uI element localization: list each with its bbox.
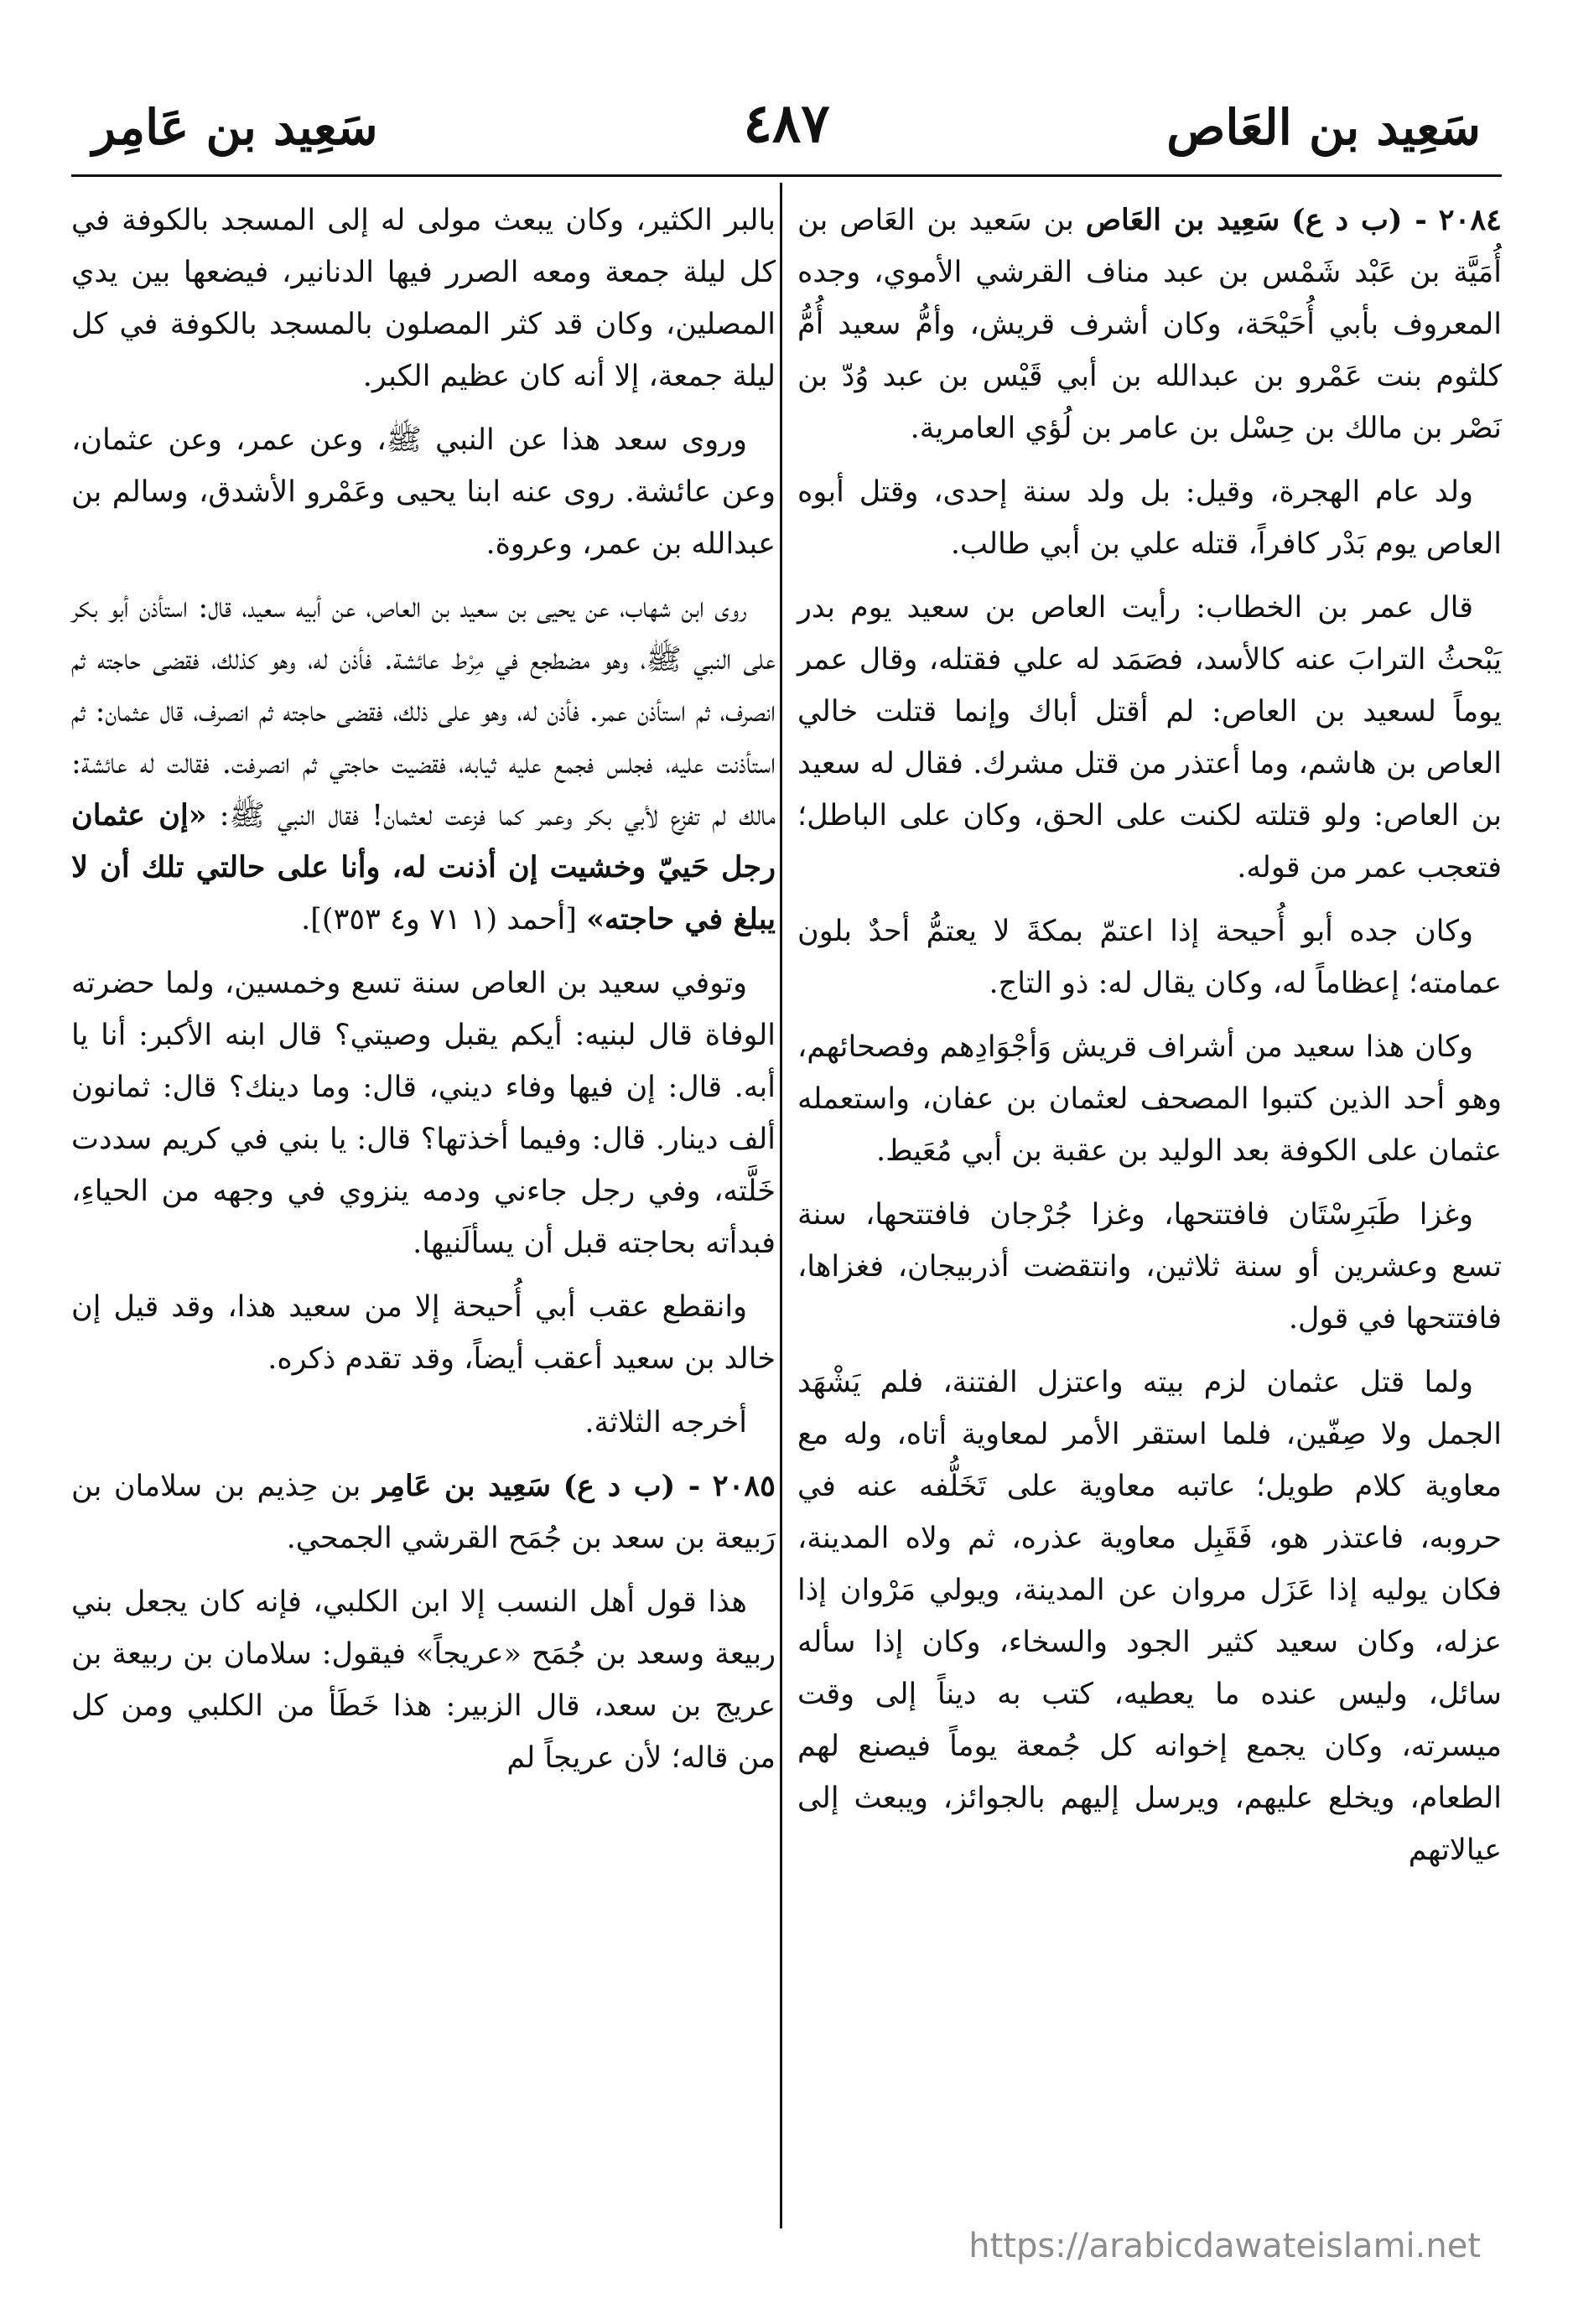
running-title-right: سَعِيد بن العَاص [1166, 99, 1481, 156]
paragraph: وانقطع عقب أبي أُحيحة إلا من سعيد هذا، وقد قيل إن خالد بن سعيد أعقب أيضاً، وقد تقدم ذكره. [71, 1290, 776, 1376]
column-divider [780, 183, 782, 2228]
entry-number: ٢٠٨٤ [1438, 203, 1502, 237]
paragraph: أخرجه الثلاثة. [584, 1406, 747, 1440]
paragraph: وكان جده أبو أُحيحة إذا اعتمّ بمكةَ لا يعتمُّ أحدٌ بلون عمامته؛ إعظاماً له، وكان يقال له: ذو التاج. [797, 915, 1502, 1000]
paragraph: قال عمر بن الخطاب: رأيت العاص بن سعيد يوم بدر يَبْحثُ الترابَ عنه كالأسد، فصَمَد له علي فقتله، وقال عمر يوماً لسعيد بن العاص: لم أقتل أباك وإنما قتلت خالي العاص بن هاشم، وما أعتذر من قتل مشرك. فقال له سعيد بن العاص: ولو قتلته لكنت على الحق، وكان على الباطل؛ فتعجب عمر من قوله. [797, 591, 1502, 884]
paragraph: وتوفي سعيد بن العاص سنة تسع وخمسين، ولما حضرته الوفاة قال لبنيه: أيكم يقبل وصيتي؟ قال ابنه الأكبر: أنا يا أبه. قال: إن فيها وفاء ديني، قال: وما دينك؟ قال: ثمانون ألف دينار. قال: وفيما أخذتها؟ قال: يا بني في كريم سددت خَلَّته، وفي رجل جاءني ودمه ينزوي في وجهه من الحياءِ، فبدأته بحاجته قبل أن يسألَنيها. [71, 967, 776, 1260]
paragraph: بالبر الكثير، وكان يبعث مولى له إلى المسجد بالكوفة في كل ليلة جمعة ومعه الصرر فيها الدنانير، فيضعها بين يدي المصلين، وكان قد كثر المصلون بالمسجد بالكوفة في كل ليلة جمعة، إلا أنه كان عظيم الكبر. [71, 204, 776, 393]
paragraph: وكان هذا سعيد من أشراف قريش وَأجْوَادِهم وفصحائهم، وهو أحد الذين كتبوا المصحف لعثمان بن عفان، واستعمله عثمان على الكوفة بعد الوليد بن عقبة بن أبي مُعَيط. [797, 1030, 1502, 1168]
entry-number: ٢٠٨٥ [712, 1469, 776, 1503]
paragraph: ولما قتل عثمان لزم بيته واعتزل الفتنة، فلم يَشْهَد الجمل ولا صِفّين، فلما استقر الأمر لمعاوية أتاه، وله مع معاوية كلام طويل؛ عاتبه معاوية على تَخَلُّفه عنه في حروبه، فاعتذر هو، فَقَبِل معاوية عذره، ثم ولاه المدينة، فكان يوليه إذا عَزَل مروان عن المدينة، ويولي مَرْوان إذا عزله، وكان سعيد كثير الجود والسخاء، وكان إذا سأله سائل، وليس عنده ما يعطيه، كتب به ديناً إلى وقت ميسرته، وكان يجمع إخوانه كل جُمعة يوماً فيصنع لهم الطعام، ويخلع عليهم، ويرسل إليهم بالجوائز، ويبعث إلى عيالاتهم [797, 1366, 1502, 1867]
entry-text: بن حِذيم بن سلامان بن رَبيعة بن سعد بن جُمَح القرشي الجمحي. [71, 1470, 776, 1555]
entry-name: سَعِيد بن العَاص [1085, 203, 1280, 237]
page-header [59, 92, 1514, 168]
header-rule [71, 174, 1502, 177]
hadith-quote: «إن عثمان رجل حَييّ وخشيت إن أذنت له، وأنا على حالتي تلك أن لا يبلغ في حاجته» [71, 798, 776, 936]
paragraph: هذا قول أهل النسب إلا ابن الكلبي، فإنه كان يجعل بني ربيعة وسعد بن جُمَح «عريجاً» فيقول: سلامان بن ربيعة بن عريج بن سعد، قال الزبير: هذا خَطَأ من الكلبي ومن كل من قاله؛ لأن عريجاً لم [71, 1585, 776, 1775]
paragraph: وغزا طَبَرِسْتَان فافتتحها، وغزا جُرْجان فافتتحها، سنة تسع وعشرين أو سنة ثلاثين، وانتقضت أذربيجان، فغزاها، فافتتحها في قول. [797, 1198, 1502, 1336]
paragraph: ولد عام الهجرة، وقيل: بل ولد سنة إحدى، وقتل أبوه العاص يوم بَدْر كافراً، قتله علي بن أبي طالب. [797, 475, 1502, 561]
hadith-paragraph [71, 582, 776, 946]
paragraph: وروى سعد هذا عن النبي ﷺ، وعن عمر، وعن عثمان، وعن عائشة. روى عنه ابنا يحيى وعَمْرو الأشدق، وسالم بن عبدالله بن عمر، وعروة. [71, 423, 776, 561]
entry-text: بن سَعيد بن العَاص بن أُمَيَّة بن عَبْد شَمْس بن عبد مناف القرشي الأموي، وجده المعروف بأبي أُحَيْحَة، وكان أشرف قريش، وأمُّ سعيد أُمُّ كلثوم بنت عَمْرو بن عبدالله بن أبي قَيْس بن عبد وُدّ بن نَصْر بن مالك بن حِسْل بن عامر بن لُؤي العامرية. [797, 204, 1502, 445]
right-column [797, 195, 1502, 1888]
left-column [71, 195, 776, 1796]
hadith-intro: روى ابن شهاب، عن يحيى بن سعيد بن العاص، عن أبيه سعيد، قال: استأذن أبو بكر على النبي ﷺ، وهو مضطجع في مِرْط عائشة. فأذن له، وهو كذلك، فقضى حاجته ثم انصرف، ثم استأذن عمر. فأذن له، وهو على ذلك، فقضى حاجته ثم انصرف، قال عثمان: ثم استأذنت عليه، فجلس فجمع عليه ثيابه، فقضيت حاجتي ثم انصرفت. فقالت له عائشة: مالك لم تفزع لأبي بكر وعمر كما فزعت لعثمان! فقال النبي ﷺ: [71, 591, 776, 833]
entry-codes: (ب د ع) [1291, 203, 1403, 237]
entry-2085: ٢٠٨٥ - (ب د ع) سَعِيد بن عَامِر بن حِذيم بن سلامان بن رَبيعة بن سعد بن جُمَح القرشي الجمحي. [71, 1469, 776, 1555]
entry-name: سَعِيد بن عَامِر [372, 1469, 552, 1503]
entry-2084: ٢٠٨٤ - (ب د ع) سَعِيد بن العَاص بن سَعيد بن العَاص بن أُمَيَّة بن عَبْد شَمْس بن عبد مناف القرشي الأموي، وجده المعروف بأبي أُحَيْحَة، وكان أشرف قريش، وأمُّ سعيد أُمُّ كلثوم بنت عَمْرو بن عبدالله بن أبي قَيْس بن عبد وُدّ بن نَصْر بن مالك بن حِسْل بن عامر بن لُؤي العامرية. [797, 203, 1502, 445]
watermark-url: https://arabicdawateislami.net [968, 2227, 1481, 2265]
running-title-left: سَعِيد بن عَامِر [92, 99, 378, 156]
entry-codes: (ب د ع) [563, 1469, 676, 1503]
hadith-reference: [أحمد (١ ٧١ و٤ ٣٥٣)]. [301, 903, 577, 936]
page-number: ٤٨٧ [743, 92, 830, 155]
